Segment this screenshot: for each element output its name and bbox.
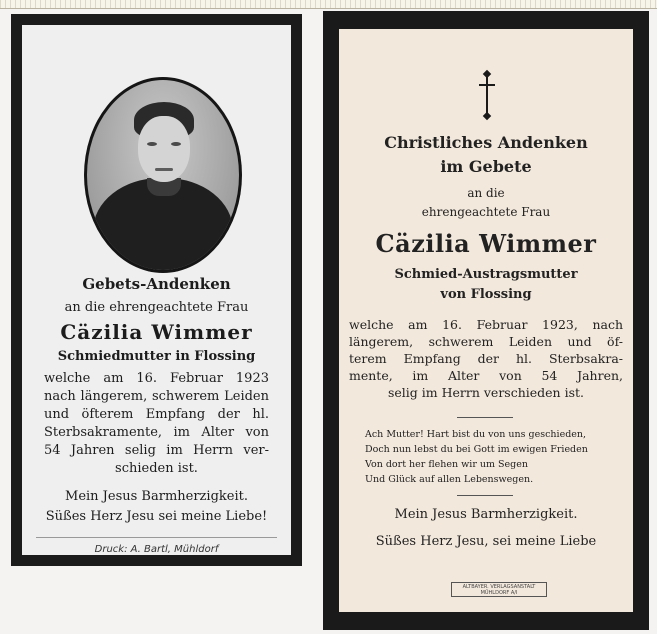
right-heading-2: im Gebete: [440, 157, 532, 176]
printer-credit: Druck: A. Bartl, Mühldorf: [94, 544, 219, 555]
card-right-paper: [339, 29, 633, 612]
left-body-line: nach längerem, schwerem Leiden: [44, 389, 269, 404]
stamp-line-1: ALTBAYER. VERLAGSANSTALT: [462, 584, 536, 590]
right-heading-1: Christliches Andenken: [384, 133, 588, 152]
portrait-face: [138, 116, 190, 182]
ruler-strip: [0, 0, 657, 9]
left-motto-2: Süßes Herz Jesu sei meine Liebe!: [45, 509, 268, 524]
left-body-line: 54 Jahren selig im Herrn ver-: [44, 443, 269, 458]
left-body: [22, 370, 291, 478]
portrait-eye-right: [171, 142, 181, 146]
poem-line: Ach Mutter! Hart bist du von uns geschieden,: [365, 429, 587, 440]
left-body-line: welche am 16. Februar 1923: [44, 371, 269, 386]
publisher-stamp: [451, 582, 547, 597]
right-role-2: von Flossing: [440, 287, 532, 302]
portrait-mouth: [155, 168, 173, 171]
left-name: Cäzilia Wimmer: [60, 320, 253, 344]
left-heading: Gebets-Andenken: [82, 275, 231, 293]
right-line-frau: ehrengeachtete Frau: [421, 205, 551, 219]
memorial-card-left: [11, 14, 302, 566]
right-rule-1: [457, 417, 513, 418]
poem-line: Doch nun lebst du bei Gott im ewigen Frieden: [365, 444, 588, 455]
right-body-line: mente, im Alter von 54 Jahren,: [349, 368, 623, 383]
left-body-line: schieden ist.: [115, 461, 198, 476]
right-body: [339, 316, 633, 401]
right-line-an: an die: [467, 186, 505, 200]
right-rule-2: [457, 495, 513, 496]
stamp-line-2: MÜHLDORF A/I: [480, 590, 518, 596]
poem-line: Von dort her flehen wir um Segen: [365, 459, 528, 470]
portrait-eye-left: [147, 142, 157, 146]
right-body-line: längerem, schwerem Leiden und öf-: [349, 334, 623, 349]
left-body-line: Sterbsakramente, im Alter von: [44, 425, 269, 440]
left-motto-1: Mein Jesus Barmherzigkeit.: [65, 489, 248, 504]
right-motto-1: Mein Jesus Barmherzigkeit.: [394, 507, 578, 522]
right-role-1: Schmied-Austragsmutter: [394, 267, 578, 282]
right-body-line: welche am 16. Februar 1923, nach: [349, 317, 623, 332]
left-role: Schmiedmutter in Flossing: [57, 349, 256, 364]
poem-line: Und Glück auf allen Lebenswegen.: [365, 474, 534, 485]
right-body-line: selig im Herrn verschieden ist.: [387, 385, 584, 400]
left-divider: [36, 537, 277, 538]
right-motto-2: Süßes Herz Jesu, sei meine Liebe: [375, 534, 597, 549]
left-line-an: an die ehrengeachtete Frau: [64, 300, 249, 315]
right-poem: [339, 427, 633, 487]
memorial-card-right: [323, 11, 649, 630]
card-left-paper: [22, 25, 291, 555]
cross-icon: [479, 71, 495, 119]
portrait-photo: [87, 80, 239, 270]
right-name: Cäzilia Wimmer: [375, 229, 597, 258]
left-body-line: und öfterem Empfang der hl.: [44, 407, 269, 422]
right-body-line: terem Empfang der hl. Sterbsakra-: [349, 351, 623, 366]
portrait-frame: [84, 77, 242, 273]
